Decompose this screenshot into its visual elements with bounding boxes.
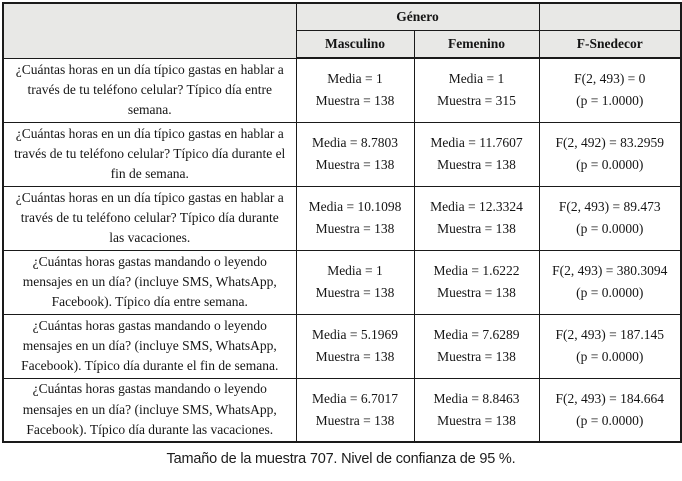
sample-size-caption: Tamaño de la muestra 707. Nivel de confianza de 95 %. — [166, 451, 516, 467]
gender-comparison-table — [2, 2, 682, 443]
masculino-cell — [296, 250, 414, 314]
femenino-column-header: Femenino — [414, 31, 539, 59]
masculino-cell — [296, 58, 414, 122]
question-cell: ¿Cuántas horas gastas mandando o leyendo mensajes en un día? (incluye SMS, WhatsApp, Facebook). Típico día durante el fin de semana. — [3, 314, 296, 378]
masculino-media-value: Media = 1 — [327, 263, 383, 279]
question-cell: ¿Cuántas horas en un día típico gastas en hablar a través de tu teléfono celular? Típico día durante el fin de semana. — [3, 122, 296, 186]
femenino-cell — [414, 186, 539, 250]
corner-empty-cell — [3, 3, 296, 58]
masculino-muestra-value: Muestra = 138 — [315, 221, 395, 236]
p-value: (p = 0.0000) — [576, 221, 644, 236]
femenino-cell — [414, 378, 539, 442]
masculino-media-value: Media = 10.1098 — [308, 199, 402, 215]
table-body — [3, 58, 681, 442]
empty-header-cell — [539, 3, 681, 31]
table-row — [3, 314, 681, 378]
masculino-cell — [296, 122, 414, 186]
masculino-cell — [296, 378, 414, 442]
f-snedecor-cell — [539, 314, 681, 378]
masculino-muestra-value: Muestra = 138 — [315, 93, 395, 109]
f-snedecor-column-header: F-Snedecor — [539, 31, 681, 59]
masculino-column-header: Masculino — [296, 31, 414, 59]
femenino-media-value: Media = 1.6222 — [433, 263, 520, 279]
femenino-muestra-value: Muestra = 138 — [437, 285, 516, 300]
masculino-muestra-value: Muestra = 138 — [315, 412, 395, 428]
f-statistic-value: F(2, 493) = 187.145 — [555, 327, 664, 343]
f-snedecor-cell — [539, 58, 681, 122]
femenino-muestra-value: Muestra = 138 — [437, 412, 516, 428]
question-cell: ¿Cuántas horas en un día típico gastas en hablar a través de tu teléfono celular? Típico día entre semana. — [3, 58, 296, 122]
masculino-media-value: Media = 6.7017 — [312, 390, 398, 406]
f-snedecor-cell — [539, 378, 681, 442]
masculino-muestra-value: Muestra = 138 — [315, 157, 395, 172]
header-row-group — [3, 3, 681, 31]
femenino-cell — [414, 314, 539, 378]
femenino-cell — [414, 122, 539, 186]
femenino-media-value: Media = 7.6289 — [433, 327, 520, 343]
p-value: (p = 0.0000) — [576, 285, 644, 300]
f-statistic-value: F(2, 493) = 380.3094 — [552, 263, 668, 279]
f-snedecor-cell — [539, 186, 681, 250]
masculino-cell — [296, 186, 414, 250]
f-snedecor-cell — [539, 122, 681, 186]
femenino-media-value: Media = 12.3324 — [430, 199, 523, 215]
femenino-cell — [414, 58, 539, 122]
femenino-media-value: Media = 8.8463 — [433, 390, 520, 406]
table-row — [3, 58, 681, 122]
masculino-muestra-value: Muestra = 138 — [315, 285, 395, 300]
question-cell: ¿Cuántas horas en un día típico gastas en hablar a través de tu teléfono celular? Típico día durante las vacaciones. — [3, 186, 296, 250]
masculino-muestra-value: Muestra = 138 — [315, 349, 395, 364]
masculino-media-value: Media = 8.7803 — [312, 135, 398, 151]
genero-group-header: Género — [296, 3, 539, 31]
femenino-media-value: Media = 1 — [448, 71, 505, 87]
table-row — [3, 250, 681, 314]
f-statistic-value: F(2, 492) = 83.2959 — [555, 135, 664, 151]
p-value: (p = 0.0000) — [576, 157, 644, 172]
f-snedecor-cell — [539, 250, 681, 314]
p-value: (p = 0.0000) — [576, 412, 644, 428]
femenino-muestra-value: Muestra = 138 — [437, 221, 516, 236]
masculino-media-value: Media = 5.1969 — [312, 327, 398, 343]
f-statistic-value: F(2, 493) = 0 — [574, 71, 646, 87]
femenino-muestra-value: Muestra = 315 — [437, 93, 516, 109]
femenino-muestra-value: Muestra = 138 — [437, 157, 516, 172]
question-cell: ¿Cuántas horas gastas mandando o leyendo mensajes en un día? (incluye SMS, WhatsApp, Facebook). Típico día entre semana. — [3, 250, 296, 314]
question-cell: ¿Cuántas horas gastas mandando o leyendo mensajes en un día? (incluye SMS, WhatsApp, Facebook). Típico día durante las vacaciones. — [3, 378, 296, 442]
femenino-media-value: Media = 11.7607 — [430, 135, 523, 151]
table-row — [3, 378, 681, 442]
p-value: (p = 1.0000) — [576, 93, 644, 109]
f-statistic-value: F(2, 493) = 184.664 — [555, 390, 664, 406]
masculino-media-value: Media = 1 — [327, 71, 383, 87]
masculino-cell — [296, 314, 414, 378]
femenino-muestra-value: Muestra = 138 — [437, 349, 516, 364]
table-header — [3, 3, 681, 58]
table-row — [3, 186, 681, 250]
femenino-cell — [414, 250, 539, 314]
p-value: (p = 0.0000) — [576, 349, 644, 364]
f-statistic-value: F(2, 493) = 89.473 — [558, 199, 661, 215]
table-row — [3, 122, 681, 186]
